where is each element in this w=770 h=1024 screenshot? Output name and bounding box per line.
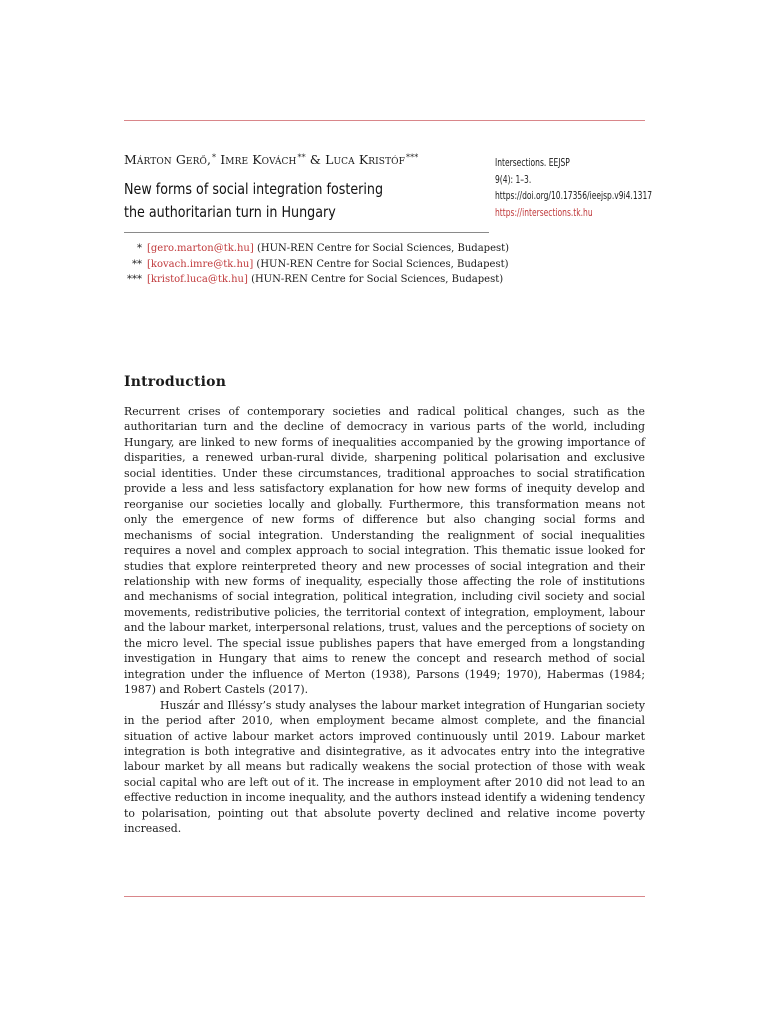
institution: (HUN-REN Centre for Social Sciences, Budapest) [251, 274, 504, 285]
top-rule [124, 120, 645, 121]
bottom-rule [124, 896, 645, 897]
footnote-mark: * [137, 243, 142, 254]
title-line: the authoritarian turn in Hungary [124, 203, 336, 221]
institution: (HUN-REN Centre for Social Sciences, Budapest) [256, 258, 509, 270]
author-line [124, 152, 464, 167]
footnote-mark: *** [127, 274, 142, 285]
journal-volume: 9(4): 1–3. [495, 173, 532, 186]
affiliations [124, 241, 510, 288]
footnote-mark: ** [132, 258, 142, 270]
footnote-mark[interactable]: ** [297, 153, 306, 162]
journal-url-link[interactable]: https://intersections.tk.hu [495, 206, 593, 219]
paragraph: Huszár and Illéssy’s study analyses the labour market integration of Hungarian society in the period after 2010, when employment became almost complete, and the financial situation of active labour market actors improved continuously until 2019. Labour market integration is both integrative and disintegrative, as it advocates entry into the integrative labour market by all means but radically weakens the social protection of those with weak social capital who are left out of it. The increase in employment after 2010 did not lead to an effective reduction in income inequality, and the authors instead identify a widening tendency to polarisation, pointing out that absolute poverty declined and relative income poverty increased. [124, 698, 645, 836]
email-link[interactable]: [kristof.luca@tk.hu] [147, 274, 248, 285]
journal-info [495, 155, 653, 221]
doi-link[interactable]: https://doi.org/10.17356/ieejsp.v9i4.1317 [495, 190, 653, 202]
journal-name: Intersections. EEJSP [495, 157, 570, 169]
affiliation-row [124, 272, 504, 288]
section-heading: Introduction [124, 374, 227, 390]
author-name: Imre Kovách [220, 152, 297, 167]
author-name: Márton Gerő [124, 152, 207, 167]
email-link[interactable]: [kovach.imre@tk.hu] [147, 258, 254, 270]
footnote-mark[interactable]: *** [406, 153, 419, 162]
email-link[interactable]: [gero.marton@tk.hu] [147, 243, 254, 254]
paragraph: Recurrent crises of contemporary societies and radical political changes, such as the authoritarian turn and the decline of democracy in various parts of the world, including Hungary, are linked to new forms of inequalities accompanied by the growing importance of disparities, a renewed urban-rural divide, sharpening political polarisation and exclusive social identities. Under these circumstances, traditional approaches to social stratification provide a less and less satisfactory explanation for how new forms of inequity develop and reorganise our societies locally and globally. Furthermore, this transformation means not only the emergence of new forms of difference but also changing social forms and mechanisms of social integration. Understanding the realignment of social inequalities requires a novel and complex approach to social integration. This thematic issue looked for studies that explore reinterpreted theory and new processes of social integration and their relationship with new forms of inequality, especially those affecting the role of institutions and mechanisms of social integration, political integration, including civil society and social movements, redistributive policies, the territorial context of integration, employment, labour and the labour market, interpersonal relations, trust, values and the perceptions of society on the micro level. The special issue publishes papers that have emerged from a longstanding investigation in Hungary that aims to renew the concept and research method of social integration under the influence of Merton (1938), Parsons (1949; 1970), Habermas (1984; 1987) and Robert Castels (2017). [124, 405, 645, 697]
comma: , [206, 152, 212, 167]
affiliation-row [124, 257, 509, 273]
ampersand: & [309, 152, 322, 167]
header-divider [124, 232, 489, 233]
body-text [124, 404, 645, 837]
title-line: New forms of social integration fostering [124, 180, 384, 198]
institution: (HUN-REN Centre for Social Sciences, Budapest) [256, 243, 510, 254]
author-name: Luca Kristóf [325, 152, 405, 167]
affiliation-row [124, 241, 510, 257]
footnote-mark[interactable]: * [212, 153, 217, 162]
article-title [124, 178, 384, 224]
